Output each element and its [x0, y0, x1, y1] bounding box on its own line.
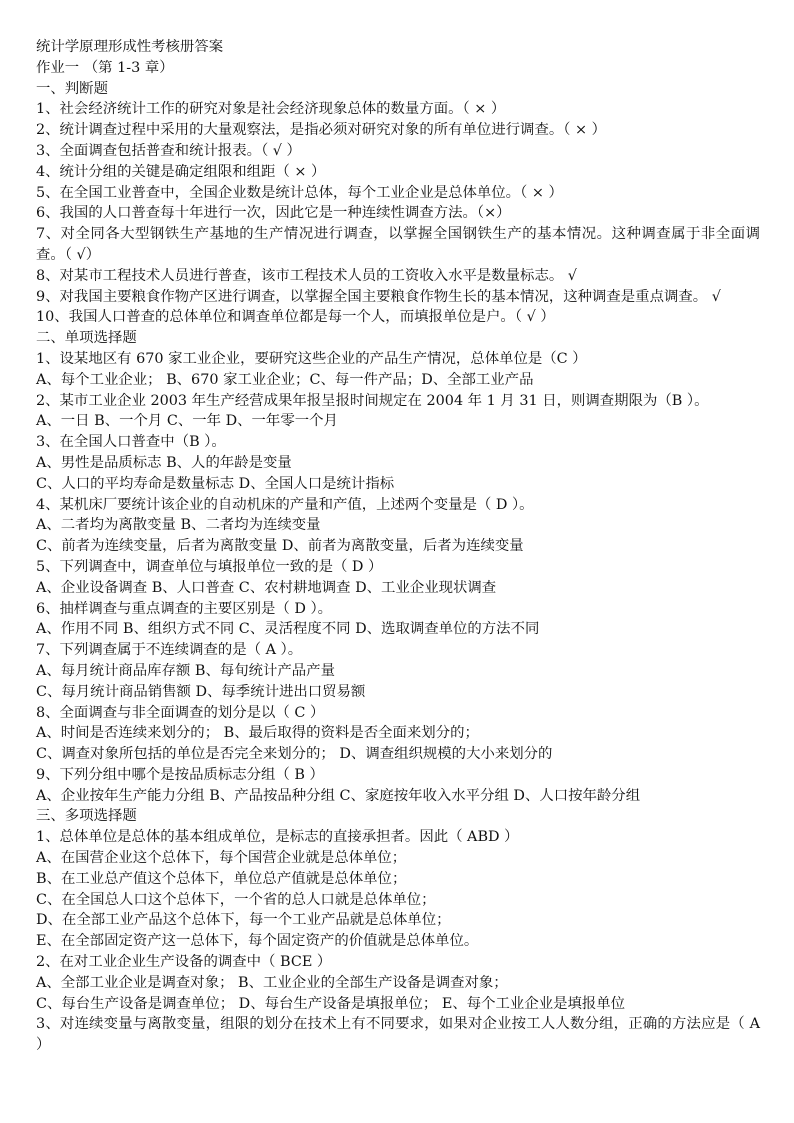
section-heading: 二、单项选择题	[36, 330, 137, 347]
text-line: 5、下列调查中，调查单位与填报单位一致的是（ D ）	[36, 558, 383, 575]
text-line: 2、统计调查过程中采用的大量观察法，是指必须对研究对象的所有单位进行调查。（ × ）	[36, 122, 607, 139]
text-line: C、在全国总人口这个总体下，一个省的总人口就是总体单位；	[36, 891, 436, 908]
text-line: 1、社会经济统计工作的研究对象是社会经济现象总体的数量方面。（ × ）	[36, 101, 506, 118]
text-line: A、企业设备调查 B、人口普查 C、农村耕地调查 D、工业企业现状调查	[36, 579, 497, 596]
text-line: E、在全部固定资产这一总体下，每个固定资产的价值就是总体单位。	[36, 933, 479, 950]
text-line: 1、设某地区有 670 家工业企业，要研究这些企业的产品生产情况，总体单位是（C ）	[36, 350, 587, 367]
text-line: 7、对全同各大型钢铁生产基地的生产情况进行调查，以掌握全国钢铁生产的基本情况。这种调查属于非全面调查。（ √）	[36, 226, 760, 263]
text-line: A、作用不同 B、组织方式不同 C、灵活程度不同 D、选取调查单位的方法不同	[36, 621, 540, 638]
text-line: 4、统计分组的关键是确定组限和组距（ × ）	[36, 163, 326, 180]
text-line: 8、全面调查与非全面调查的划分是以（ C ）	[36, 704, 325, 721]
document-body	[36, 79, 760, 1056]
text-line: C、前者为连续变量，后者为离散变量 D、前者为离散变量，后者为连续变量	[36, 538, 524, 555]
text-line: A、一日 B、一个月 C、一年 D、一年零一个月	[36, 413, 338, 430]
assignment-heading: 作业一 （第 1-3 章）	[36, 59, 174, 76]
text-line: 6、抽样调查与重点调查的主要区别是（ D ）。	[36, 600, 333, 617]
text-line: C、每台生产设备是调查单位； D、每台生产设备是填报单位； E、每个工业企业是填报单位	[36, 995, 626, 1012]
document-title: 统计学原理形成性考核册答案	[36, 39, 224, 55]
text-line: 9、下列分组中哪个是按品质标志分组（ B ）	[36, 766, 324, 783]
text-line: 8、对某市工程技术人员进行普查，该市工程技术人员的工资收入水平是数量标志。 √	[36, 267, 577, 284]
text-line: A、每月统计商品库存额 B、每旬统计产品产量	[36, 662, 335, 679]
section-heading: 三、多项选择题	[36, 808, 137, 825]
text-line: A、二者均为离散变量 B、二者均为连续变量	[36, 517, 321, 534]
text-line: A、在国营企业这个总体下，每个国营企业就是总体单位；	[36, 850, 407, 867]
text-line: 10、我国人口普查的总体单位和调查单位都是每一个人，而填报单位是户。（ √ ）	[36, 309, 555, 326]
text-line: 2、某市工业企业 2003 年生产经营成果年报呈报时间规定在 2004 年 1 月 31 日，则调查期限为（B ）。	[36, 392, 709, 409]
text-line: 3、在全国人口普查中（B ）。	[36, 434, 226, 451]
text-line: 9、对我国主要粮食作物产区进行调查，以掌握全国主要粮食作物生长的基本情况，这种调查是重点调查。 √	[36, 288, 721, 305]
text-line: A、男性是品质标志 B、人的年龄是变量	[36, 454, 292, 471]
text-line: C、调查对象所包括的单位是否完全来划分的； D、调查组织规模的大小来划分的	[36, 746, 553, 763]
text-line: A、每个工业企业； B、670 家工业企业；C、每一件产品；D、全部工业产品	[36, 371, 534, 388]
text-line: 3、全面调查包括普查和统计报表。（ √ ）	[36, 142, 301, 159]
text-line: 2、在对工业企业生产设备的调查中（ BCE ）	[36, 954, 332, 971]
text-line: C、每月统计商品销售额 D、每季统计进出口贸易额	[36, 683, 366, 700]
section-heading: 一、判断题	[36, 80, 108, 97]
text-line: B、在工业总产值这个总体下，单位总产值就是总体单位；	[36, 870, 407, 887]
text-line: 7、下列调查属于不连续调查的是（ A ）。	[36, 642, 303, 659]
text-line: 5、在全国工业普查中，全国企业数是统计总体，每个工业企业是总体单位。（ × ）	[36, 184, 563, 201]
text-line: 4、某机床厂要统计该企业的自动机床的产量和产值，上述两个变量是（ D ）。	[36, 496, 534, 513]
text-line: 1、总体单位是总体的基本组成单位，是标志的直接承担者。因此（ ABD ）	[36, 829, 519, 846]
text-line: 3、对连续变量与离散变量，组限的划分在技术上有不同要求，如果对企业按工人人数分组，正确的方法应是（ A ）	[36, 1016, 760, 1054]
text-line: D、在全部工业产品这个总体下，每一个工业产品就是总体单位；	[36, 912, 451, 929]
text-line: A、时间是否连续来划分的； B、最后取得的资料是否全面来划分的；	[36, 725, 479, 742]
text-line: C、人口的平均寿命是数量标志 D、全国人口是统计指标	[36, 475, 395, 492]
text-line: A、企业按年生产能力分组 B、产品按品种分组 C、家庭按年收入水平分组 D、人口按年龄分组	[36, 787, 641, 804]
document-page	[36, 37, 760, 1056]
text-line: A、全部工业企业是调查对象； B、工业企业的全部生产设备是调查对象；	[36, 974, 508, 991]
text-line: 6、我国的人口普查每十年进行一次，因此它是一种连续性调查方法。（×）	[36, 205, 511, 222]
